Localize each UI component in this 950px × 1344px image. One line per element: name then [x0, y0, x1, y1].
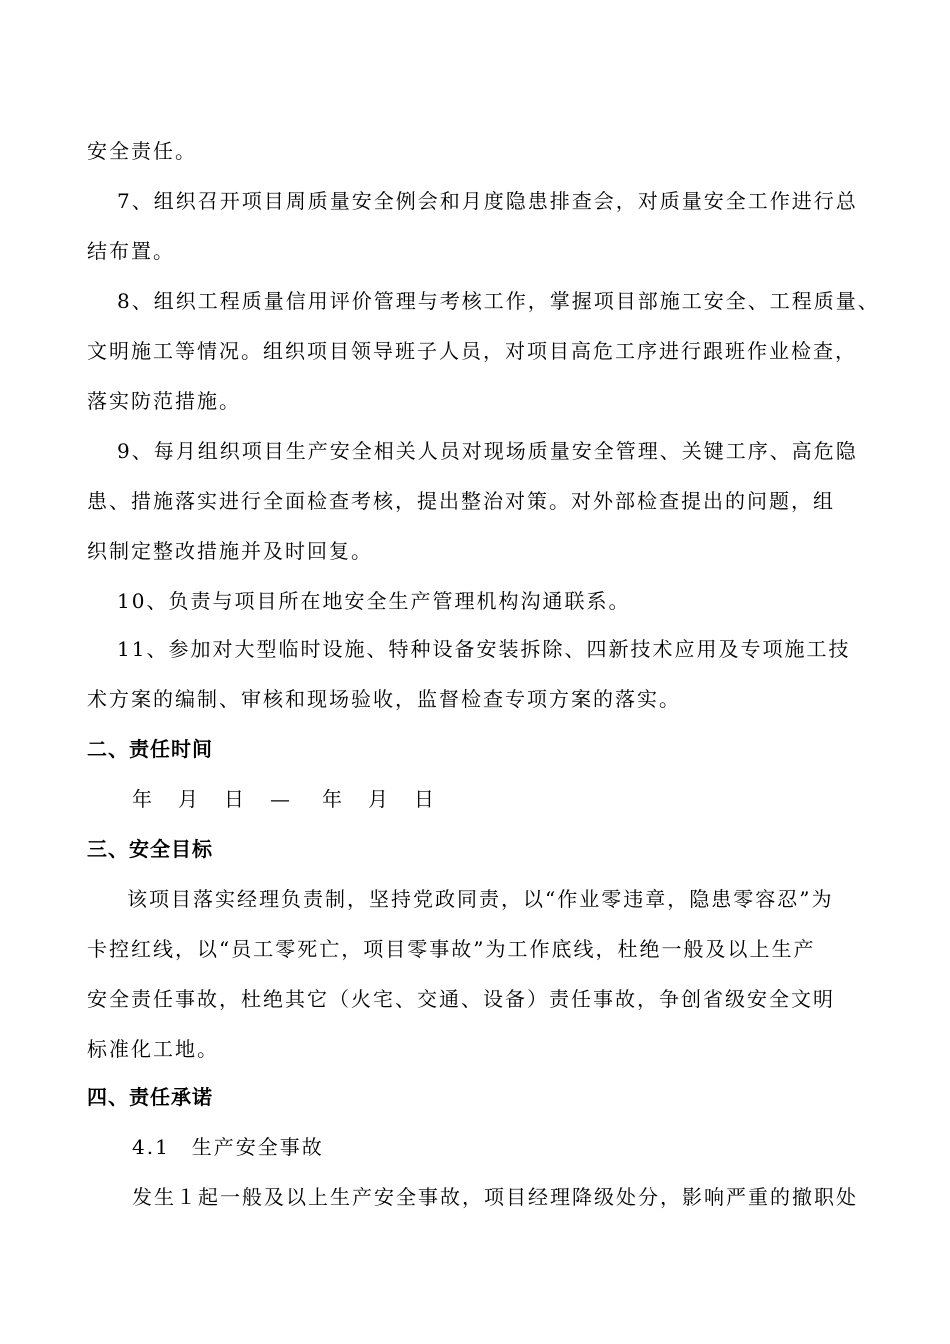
date-year-end: 年 — [322, 787, 342, 811]
text-line: 7、组织召开项目周质量安全例会和月度隐患排查会，对质量安全工作进行总 — [117, 189, 858, 213]
text-line: 标准化工地。 — [87, 1037, 219, 1061]
text-line: 8、组织工程质量信用评价管理与考核工作，掌握项目部施工安全、工程质量、 — [117, 289, 880, 313]
text-line: 结布置。 — [87, 239, 175, 263]
text-line: 安全责任事故，杜绝其它（火宅、交通、设备）责任事故，争创省级安全文明 — [87, 987, 835, 1011]
text-line: 发生１起一般及以上生产安全事故，项目经理降级处分，影响严重的撤职处 — [132, 1185, 858, 1209]
section-heading: 三、安全目标 — [87, 837, 213, 861]
section-heading: 二、责任时间 — [87, 737, 213, 761]
date-month-start: 月 — [178, 787, 198, 811]
date-month-end: 月 — [368, 787, 388, 811]
text-line: 织制定整改措施并及时回复。 — [87, 539, 373, 563]
text-line: 10、负责与项目所在地安全生产管理机构沟通联系。 — [117, 589, 631, 613]
subsection-heading: 4.1 生产安全事故 — [132, 1135, 324, 1159]
text-line: 文明施工等情况。组织项目领导班子人员，对项目高危工序进行跟班作业检查， — [87, 339, 857, 363]
date-day-end: 日 — [414, 787, 434, 811]
text-line: 术方案的编制、审核和现场验收，监督检查专项方案的落实。 — [87, 687, 681, 711]
text-line: 卡控红线，以“员工零死亡，项目零事故”为工作底线，杜绝一般及以上生产 — [87, 937, 816, 961]
text-line: 落实防范措施。 — [87, 389, 241, 413]
text-line: 患、措施落实进行全面检查考核，提出整治对策。对外部检查提出的问题，组 — [87, 489, 835, 513]
text-line: 9、每月组织项目生产安全相关人员对现场质量安全管理、关键工序、高危隐 — [117, 439, 858, 463]
text-line: 11、参加对大型临时设施、特种设备安装拆除、四新技术应用及专项施工技 — [117, 637, 851, 661]
date-range — [132, 786, 444, 812]
date-day-start: 日 — [224, 787, 244, 811]
section-heading: 四、责任承诺 — [87, 1085, 213, 1109]
date-year-start: 年 — [132, 787, 152, 811]
date-dash: — — [270, 787, 290, 811]
text-line: 该项目落实经理负责制，坚持党政同责，以“作业零违章，隐患零容忍”为 — [127, 887, 834, 911]
text-line: 安全责任。 — [87, 139, 197, 163]
